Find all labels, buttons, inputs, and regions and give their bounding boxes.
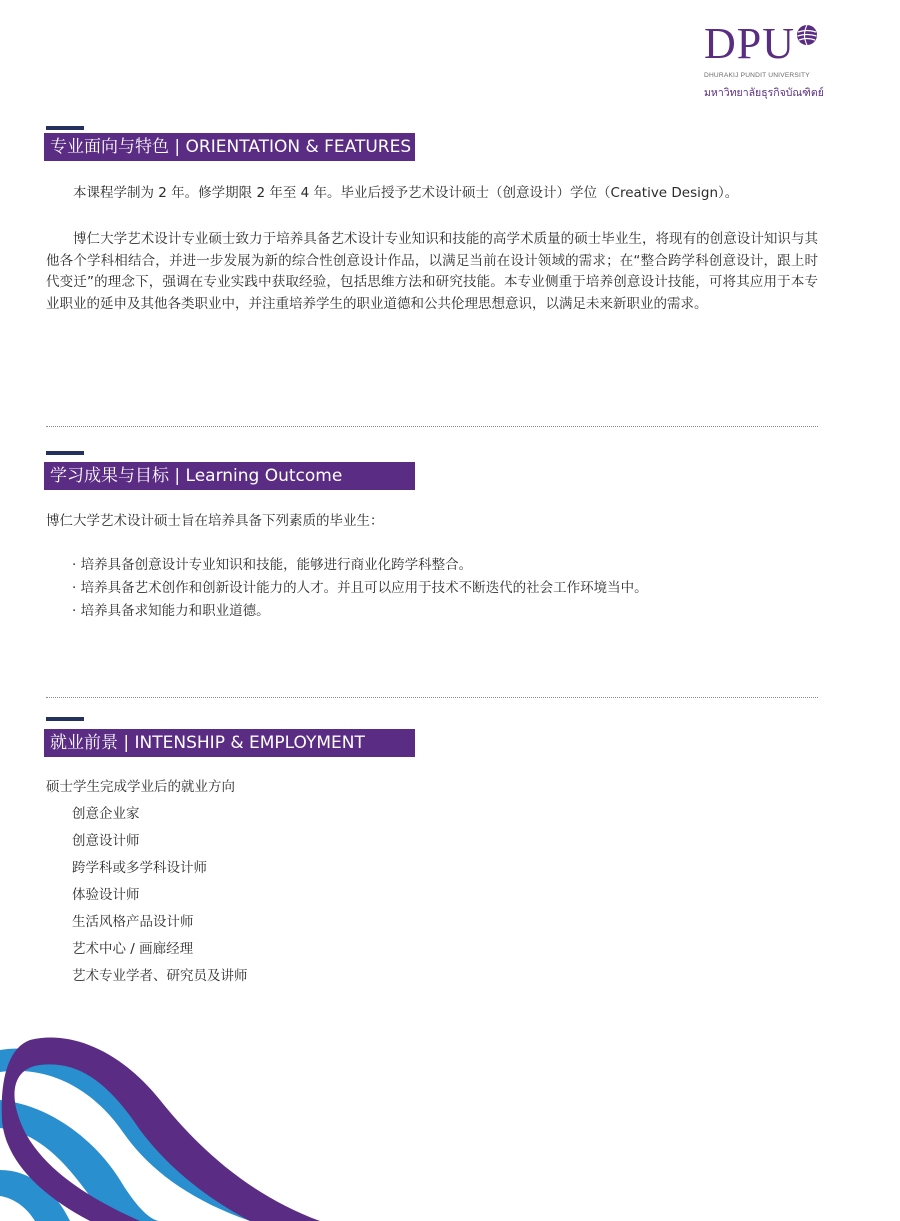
list-item: · 培养具备创意设计专业知识和技能，能够进行商业化跨学科整合。 [72, 557, 473, 573]
divider-1 [46, 426, 818, 427]
section1-para1: 本课程学制为 2 年。修学期限 2 年至 4 年。毕业后授予艺术设计硕士（创意设计）学位（Creative Design）。 [73, 185, 739, 201]
university-logo [704, 19, 828, 108]
list-item: 生活风格产品设计师 [72, 914, 194, 930]
list-item: 创意企业家 [72, 806, 140, 822]
section3-intro: 硕士学生完成学业后的就业方向 [46, 779, 235, 795]
decorative-ribbon [0, 1020, 320, 1221]
list-item: · 培养具备艺术创作和创新设计能力的人才。并且可以应用于技术不断迭代的社会工作环境当中。 [72, 580, 648, 596]
university-name: DHURAKIJ PUNDIT UNIVERSITY [704, 72, 810, 79]
list-item: 体验设计师 [72, 887, 140, 903]
section1-header: 专业面向与特色 | ORIENTATION & FEATURES [44, 133, 415, 161]
section3-accent-bar [46, 717, 84, 721]
globe-icon [796, 24, 818, 46]
list-item: · 培养具备求知能力和职业道德。 [72, 603, 270, 619]
section2-intro: 博仁大学艺术设计硕士旨在培养具备下列素质的毕业生： [46, 513, 384, 529]
list-item: 跨学科或多学科设计师 [72, 860, 207, 876]
section2-header: 学习成果与目标 | Learning Outcome [44, 462, 415, 490]
section2-accent-bar [46, 451, 84, 455]
section3-header: 就业前景 | INTENSHIP & EMPLOYMENT [44, 729, 415, 757]
divider-2 [46, 697, 818, 698]
logo-mark: DPU [704, 19, 796, 68]
list-item: 创意设计师 [72, 833, 140, 849]
section1-para2: 博仁大学艺术设计专业硕士致力于培养具备艺术设计专业知识和技能的高学术质量的硕士毕业生，将现有的创意设计知识与其他各个学科相结合，并进一步发展为新的综合性创意设计作品，以满足当前在设计领域的需求；在“整合跨学科创意设计，跟上时代变迁”的理念下，强调在专业实践中获取经验，包括思维方法和研究技能。本专业侧重于培养创意设计技能，可将其应用于本专业职业的延申及其他各类职业中，并注重培养学生的职业道德和公共伦理思想意识，以满足未来新职业的需求。 [46, 231, 818, 312]
list-item: 艺术专业学者、研究员及讲师 [72, 968, 248, 984]
section1-accent-bar [46, 126, 84, 130]
list-item: 艺术中心 / 画廊经理 [72, 941, 194, 957]
university-thai-name: มหาวิทยาลัยธุรกิจบัณฑิตย์ [704, 87, 824, 99]
